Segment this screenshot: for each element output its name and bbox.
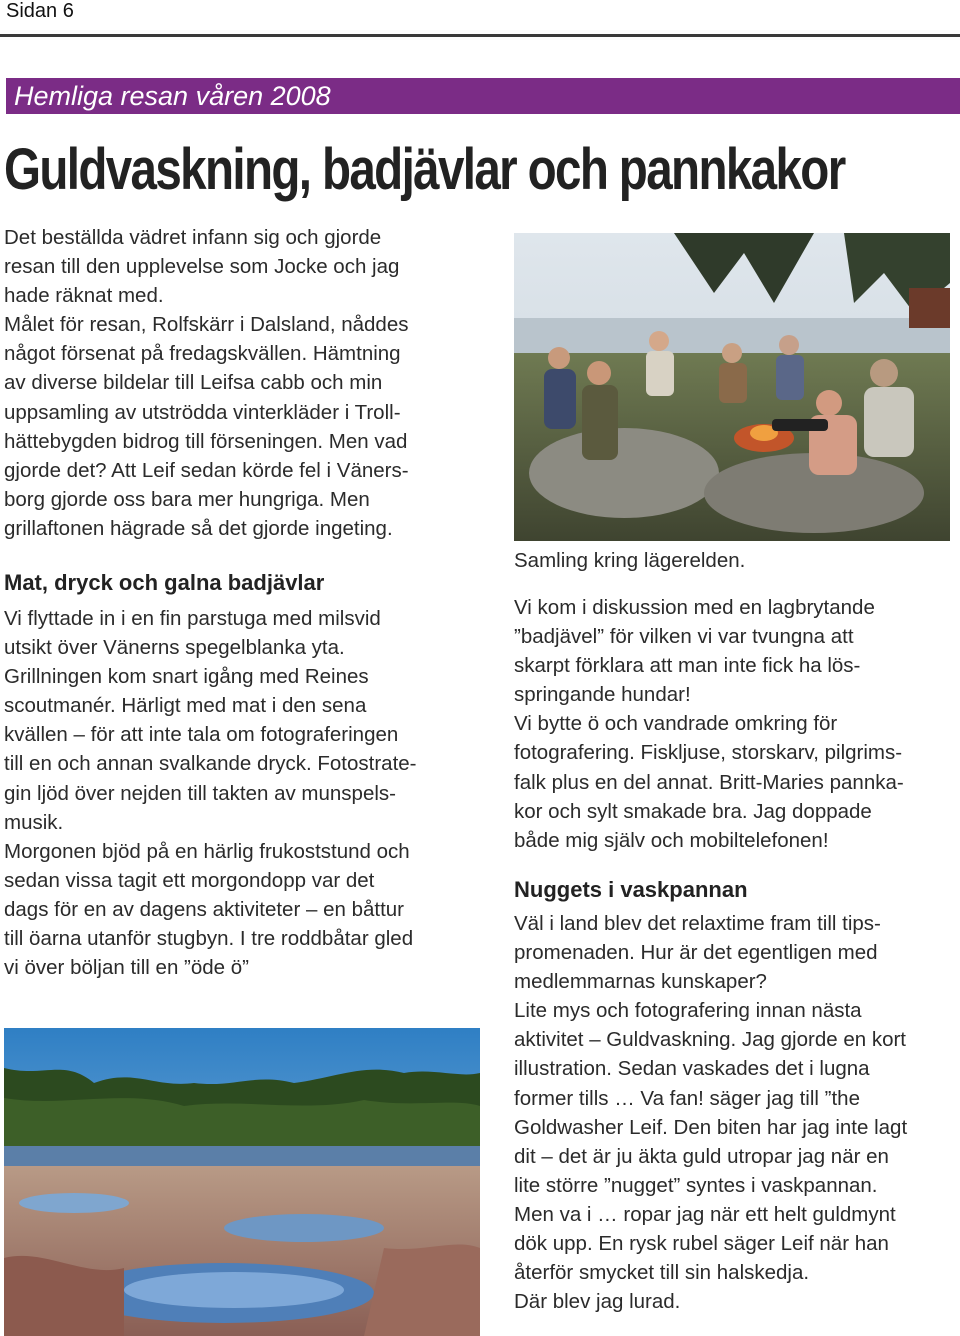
page-number: Sidan 6 bbox=[6, 0, 74, 22]
text-line: Goldwasher Leif. Den biten har jag inte lagt bbox=[514, 1115, 908, 1139]
text-line: av diverse bildelar till Leifsa cabb och min bbox=[4, 371, 383, 395]
text-line: aktivitet – Guldvaskning. Jag gjorde en kort bbox=[514, 1028, 906, 1052]
text-line: grillaftonen hägrade så det gjorde ingeting. bbox=[4, 516, 393, 540]
text-line: Det beställda vädret infann sig och gjorde bbox=[4, 226, 382, 249]
text-line: medlemmarnas kunskaper? bbox=[514, 970, 767, 994]
text-line: kor och sylt smakade bra. Jag doppade bbox=[514, 799, 872, 823]
text-line: promenaden. Hur är det egentligen med bbox=[514, 941, 878, 965]
text-line: Vi kom i diskussion med en lagbrytande bbox=[514, 596, 875, 619]
header-rule bbox=[0, 34, 960, 37]
text-line: utsikt över Vänerns spegelblanka yta. bbox=[4, 636, 345, 660]
campfire-photo bbox=[514, 233, 950, 541]
text-line: Väl i land blev det relaxtime fram till tips- bbox=[514, 912, 881, 935]
text-line: hättebygden bidrog till förseningen. Men vad bbox=[4, 429, 408, 453]
text-line: Vi bytte ö och vandrade omkring för bbox=[514, 712, 838, 736]
section-banner bbox=[6, 78, 960, 114]
article-headline: Guldvaskning, badjävlar och pannkakor bbox=[4, 137, 845, 202]
section2-paragraph bbox=[514, 593, 960, 855]
text-line: fotografering. Fiskljuse, storskarv, pilgrims- bbox=[514, 741, 903, 765]
section-banner-text: Hemliga resan våren 2008 bbox=[14, 81, 331, 111]
text-line: dök upp. En rysk rubel säger Leif när han bbox=[514, 1232, 889, 1256]
section3-paragraph bbox=[514, 909, 960, 1316]
text-line: ”badjävel” för vilken vi var tvungna att bbox=[514, 625, 854, 649]
text-line: hade räknat med. bbox=[4, 284, 164, 308]
text-line: dit – det är ju äkta guld utropar jag när en bbox=[514, 1144, 889, 1168]
text-line: springande hundar! bbox=[514, 683, 691, 707]
text-line: scoutmanér. Härligt med mat i den sena bbox=[4, 694, 367, 718]
photo-caption: Samling kring lägerelden. bbox=[514, 549, 746, 572]
text-line: gin ljöd över nejden till takten av munspels- bbox=[4, 781, 396, 805]
text-line: illustration. Sedan vaskades det i lugna bbox=[514, 1057, 870, 1081]
text-line: lite större ”nugget” syntes i vaskpannan. bbox=[514, 1173, 878, 1197]
text-line: något försenat på fredagskvällen. Hämtning bbox=[4, 342, 401, 366]
text-line: till öarna utanför stugbyn. I tre roddbåtar gled bbox=[4, 927, 414, 951]
text-line: återför smycket till sin halskedja. bbox=[514, 1261, 810, 1285]
text-line: uppsamling av utströdda vinterkläder i Troll- bbox=[4, 400, 401, 424]
text-line: borg gjorde oss bara mer hungriga. Men bbox=[4, 487, 370, 511]
text-line: Målet för resan, Rolfskärr i Dalsland, nåddes bbox=[4, 313, 409, 337]
subheading-food-drink: Mat, dryck och galna badjävlar bbox=[4, 570, 325, 595]
text-line: kvällen – för att inte tala om fotograferingen bbox=[4, 723, 399, 747]
island-landscape-photo bbox=[4, 1028, 480, 1336]
text-line: former tills … Va fan! säger jag till ”the bbox=[514, 1086, 860, 1110]
text-line: falk plus en del annat. Britt-Maries pannka- bbox=[514, 770, 904, 794]
text-line: både mig själv och mobiltelefonen! bbox=[514, 828, 829, 852]
text-line: Men va i … ropar jag när ett helt guldmynt bbox=[514, 1202, 896, 1226]
text-line: Vi flyttade in i en fin parstuga med milsvid bbox=[4, 607, 381, 630]
text-line: resan till den upplevelse som Jocke och jag bbox=[4, 255, 400, 279]
section1-paragraph bbox=[4, 604, 474, 982]
text-line: Morgonen bjöd på en härlig frukoststund och bbox=[4, 839, 410, 863]
text-line: Grillningen kom snart igång med Reines bbox=[4, 665, 369, 689]
text-line: till en och annan svalkande dryck. Fotostrate- bbox=[4, 752, 417, 776]
text-line: Lite mys och fotografering innan nästa bbox=[514, 999, 862, 1023]
intro-paragraph bbox=[4, 223, 474, 543]
text-line: gjorde det? Att Leif sedan körde fel i Väners- bbox=[4, 458, 409, 482]
text-line: skarpt förklara att man inte fick ha lös- bbox=[514, 654, 861, 678]
text-line: vi över böljan till en ”öde ö” bbox=[4, 956, 249, 980]
text-line: dags för en av dagens aktiviteter – en båttur bbox=[4, 897, 405, 921]
text-line: sedan vissa tagit ett morgondopp var det bbox=[4, 868, 375, 892]
subheading-nuggets: Nuggets i vaskpannan bbox=[514, 877, 748, 902]
text-line: musik. bbox=[4, 810, 64, 834]
text-line: Där blev jag lurad. bbox=[514, 1290, 681, 1314]
